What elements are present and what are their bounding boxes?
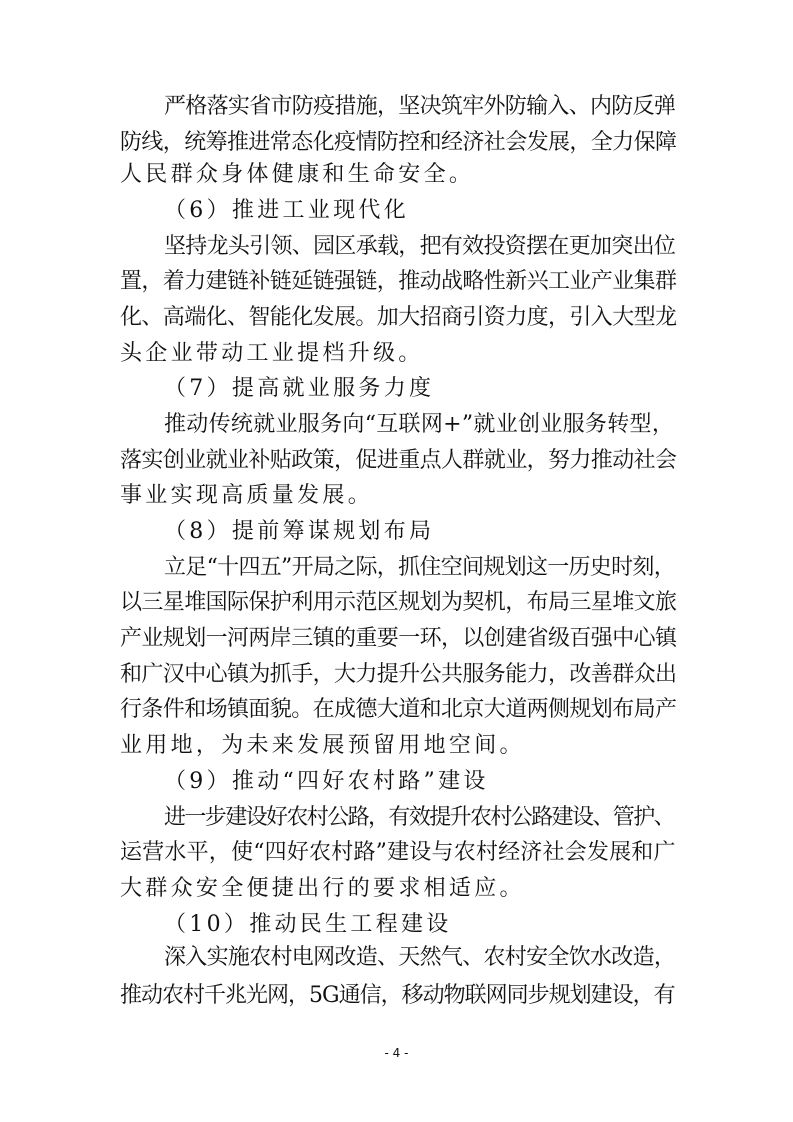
page-number: - 4 - [384,1046,409,1060]
section-heading: （9）推动“四好农村路”建设 [164,769,489,794]
paragraph-line: 产业规划一河两岸三镇的重要一环，以创建省级百强中心镇 [120,626,677,651]
paragraph-line: 头企业带动工业提档升级。 [120,341,424,366]
section-heading: （6）推进工业现代化 [164,198,409,223]
paragraph-line: 进一步建设好农村公路，有效提升农村公路建设、管护、 [164,805,675,830]
section-heading: （7）提高就业服务力度 [164,376,435,401]
paragraph-line: 大群众安全便捷出行的要求相适应。 [120,876,525,901]
paragraph-line: 坚持龙头引领、园区承载，把有效投资摆在更加突出位 [164,234,676,259]
paragraph-line: 立足“十四五”开局之际，抓住空间规划这一历史时刻， [164,555,675,580]
paragraph-line: 置，着力建链补链延链强链，推动战略性新兴工业产业集群 [120,269,677,294]
section-heading: （8）提前筹谋规划布局 [164,519,435,544]
paragraph-line: 行条件和场镇面貌。在成德大道和北京大道两侧规划布局产 [120,697,677,722]
paragraph-line: 严格落实省市防疫措施，坚决筑牢外防输入、内防反弹 [164,94,676,119]
paragraph-line: 运营水平，使“四好农村路”建设与农村经济社会发展和广 [120,840,676,865]
paragraph-line: 推动农村千兆光网，5G通信，移动物联网同步规划建设，有 [120,983,675,1008]
section-heading: （10）推动民生工程建设 [164,912,452,937]
paragraph-line: 业用地，为未来发展预留用地空间。 [120,733,525,758]
paragraph-line: 化、高端化、智能化发展。加大招商引资力度，引入大型龙 [120,305,677,330]
paragraph-line: 和广汉中心镇为抓手，大力提升公共服务能力，改善群众出 [120,662,677,687]
paragraph-line: 人民群众身体健康和生命安全。 [120,162,475,187]
paragraph-line: 防线，统筹推进常态化疫情防控和经济社会发展，全力保障 [120,130,677,155]
paragraph-line: 推动传统就业服务向“互联网+”就业创业服务转型， [164,412,675,437]
paragraph-line: 以三星堆国际保护利用示范区规划为契机，布局三星堆文旅 [120,590,677,615]
paragraph-line: 落实创业就业补贴政策，促进重点人群就业，努力推动社会 [120,448,677,473]
paragraph-line: 深入实施农村电网改造、天然气、农村安全饮水改造， [164,945,676,970]
paragraph-line: 事业实现高质量发展。 [120,483,374,508]
